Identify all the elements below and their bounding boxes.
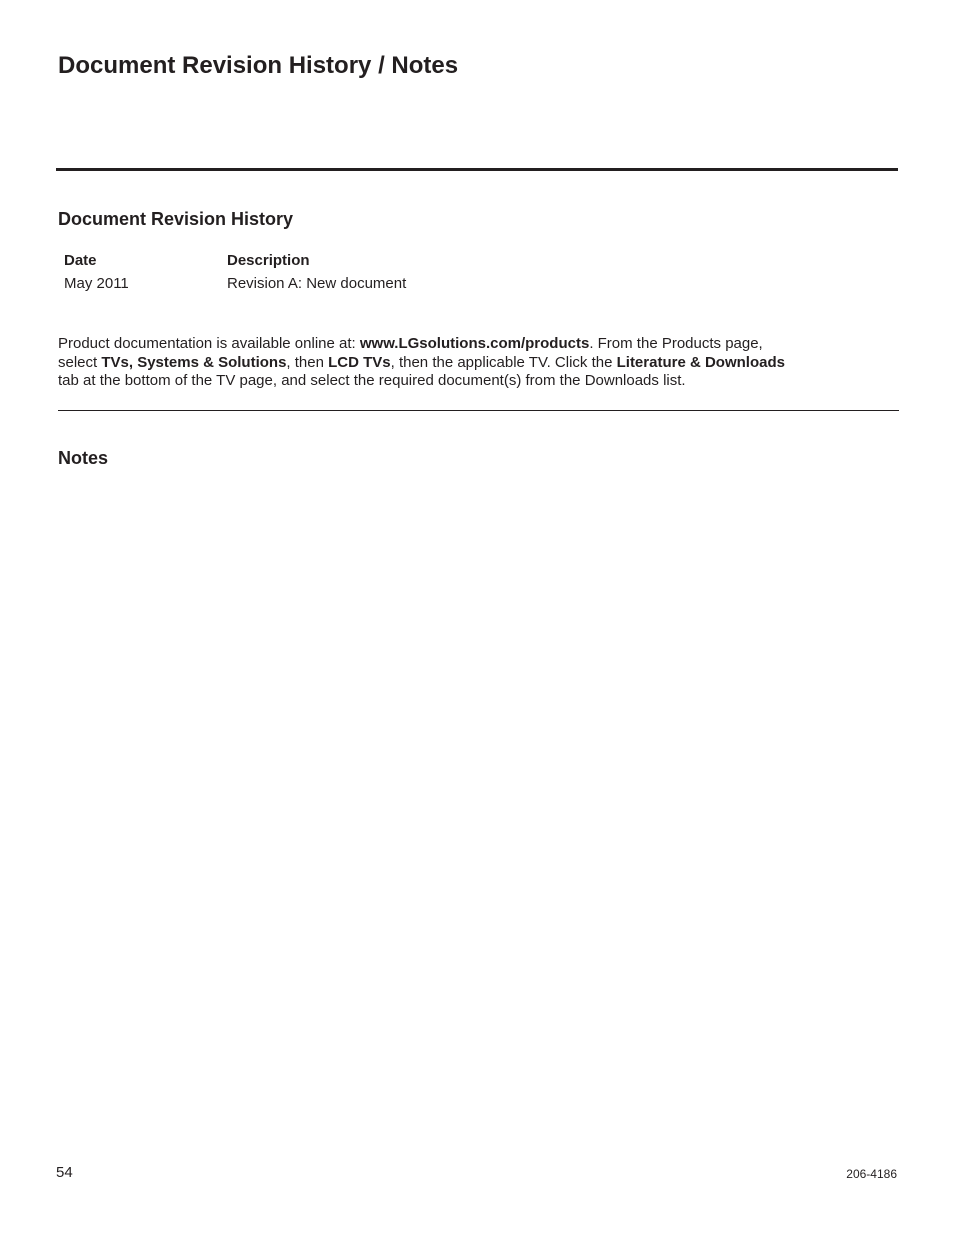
page-title: Document Revision History / Notes xyxy=(58,52,459,79)
page-number: 54 xyxy=(56,1164,73,1181)
info-line-3: tab at the bottom of the TV page, and select the required document(s) from the Downloads list. xyxy=(58,372,686,389)
info-text: . From the Products page, xyxy=(589,335,763,352)
info-line-2 xyxy=(58,354,858,373)
document-number: 206-4186 xyxy=(846,1167,897,1181)
info-line-1 xyxy=(58,335,858,354)
menu-path-tvs-systems: TVs, Systems & Solutions xyxy=(101,353,287,371)
table-row xyxy=(58,272,406,295)
notes-divider xyxy=(58,410,899,411)
menu-path-lcd-tvs: LCD TVs xyxy=(328,353,391,371)
info-text: , then the applicable TV. Click the xyxy=(390,353,617,371)
table-header-row xyxy=(58,249,406,272)
column-header-description: Description xyxy=(227,252,310,269)
revision-description: Revision A: New document xyxy=(227,275,407,292)
info-text: select xyxy=(58,353,102,371)
title-divider xyxy=(56,168,898,171)
documentation-url: www.LGsolutions.com/products xyxy=(359,335,590,352)
info-text: , then xyxy=(286,353,329,371)
column-header-date: Date xyxy=(64,252,97,269)
literature-downloads-tab-name: Literature & Downloads xyxy=(616,353,785,371)
revision-history-heading: Document Revision History xyxy=(58,209,294,229)
notes-heading: Notes xyxy=(58,448,109,468)
revision-history-table xyxy=(58,249,406,295)
info-text: Product documentation is available online at: xyxy=(58,335,360,352)
documentation-info-paragraph xyxy=(58,335,858,391)
revision-date: May 2011 xyxy=(64,275,129,292)
